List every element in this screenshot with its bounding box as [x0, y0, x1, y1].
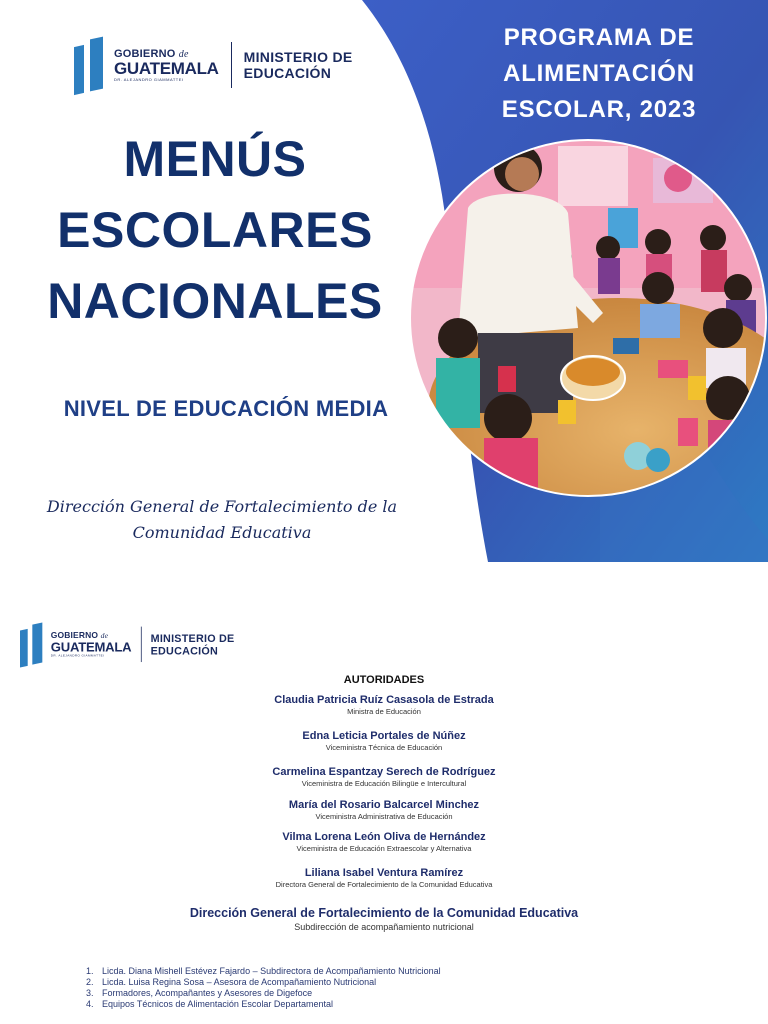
logo-divider [141, 627, 142, 662]
dgfce-subdirection: Subdirección de acompañamiento nutricional [294, 922, 474, 932]
credits-list [86, 966, 441, 1010]
logo-divider [231, 42, 232, 88]
authority-entry [0, 730, 768, 753]
cover-title: MENÚS ESCOLARES NACIONALES [47, 131, 383, 329]
authority-role: Viceministra Administrativa de Educación [315, 812, 453, 821]
authority-entry [0, 799, 768, 822]
authority-name: Edna Leticia Portales de Núñez [302, 730, 466, 742]
list-item: 4. Equipos Técnicos de Alimentación Escolar Departamental [86, 999, 333, 1009]
gobierno-logo [74, 36, 353, 94]
list-item: 3. Formadores, Acompañantes y Asesores de Digefoce [86, 988, 313, 998]
authority-name: Vilma Lorena León Oliva de Hernández [282, 831, 486, 843]
authority-entry [0, 694, 768, 717]
authorities-page [0, 562, 768, 1024]
programa-heading: PROGRAMA DE ALIMENTACIÓN ESCOLAR, 2023 [501, 24, 697, 123]
list-item: 1. Licda. Diana Mishell Estévez Fajardo – Subdirectora de Acompañamiento Nutricional [86, 966, 441, 976]
authority-role: Viceministra de Educación Bilingüe e Intercultural [301, 779, 467, 788]
authority-entry [0, 766, 768, 789]
flag-bars-icon [74, 36, 110, 94]
gobierno-wordmark: GOBIERNO de GUATEMALA DR. ALEJANDRO GIAMMATTEI [50, 630, 132, 658]
authority-name: Carmelina Espantzay Serech de Rodríguez [272, 766, 496, 778]
list-item: 2. Licda. Luisa Regina Sosa – Asesora de Acompañamiento Nutricional [86, 977, 377, 987]
authority-name: María del Rosario Balcarcel Minchez [288, 799, 480, 811]
ministerio-wordmark: MINISTERIO DE EDUCACIÓN [150, 631, 235, 657]
authority-entry [0, 867, 768, 890]
authority-name: Liliana Isabel Ventura Ramírez [304, 867, 464, 879]
classroom-photo [408, 138, 768, 498]
autoridades-heading: AUTORIDADES [343, 674, 425, 686]
authority-role: Viceministra Técnica de Educación [325, 743, 443, 752]
authority-role: Viceministra de Educación Extraescolar y Alternativa [296, 844, 472, 853]
authority-name: Claudia Patricia Ruíz Casasola de Estrada [274, 694, 494, 706]
authority-role: Ministra de Educación [347, 707, 421, 716]
flag-bars-icon [20, 622, 48, 667]
direccion-subtitle: Dirección General de Fortalecimiento de la Comunidad Educativa [46, 497, 398, 542]
nivel-heading: NIVEL DE EDUCACIÓN MEDIA [63, 396, 389, 421]
gobierno-logo-small [20, 622, 234, 667]
dgfce-block [0, 906, 768, 933]
dgfce-name: Dirección General de Fortalecimiento de la Comunidad Educativa [189, 906, 579, 920]
authority-entry [0, 831, 768, 854]
authority-role: Directora General de Fortalecimiento de la Comunidad Educativa [275, 880, 493, 889]
gobierno-wordmark: GOBIERNO de GUATEMALA DR. ALEJANDRO GIAMMATTEI [114, 47, 219, 82]
ministerio-wordmark: MINISTERIO DE EDUCACIÓN [243, 48, 353, 81]
